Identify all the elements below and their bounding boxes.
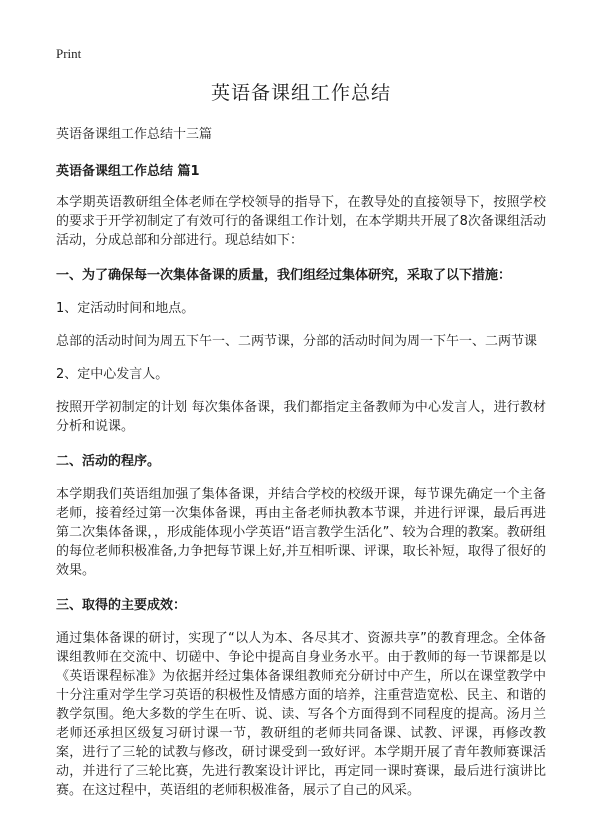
article-heading: 英语备课组工作总结 篇1 bbox=[56, 164, 200, 179]
list-item-2-text: 按照开学初制定的计划 每次集体备课，我们都指定主备教师为中心发言人，进行教材分析和说课。 bbox=[56, 400, 546, 434]
list-item-2: 2、定中心发言人。 bbox=[56, 367, 169, 382]
section-heading-2: 二、活动的程序。 bbox=[56, 454, 161, 469]
section-heading-3: 三、取得的主要成效： bbox=[56, 598, 187, 613]
intro-paragraph: 本学期英语教研组全体老师在学校领导的指导下，在教导处的直接领导下，按照学校的要求于开学初制定了有效可行的备课组工作计划，在本学期共开展了8次备课组活动活动，分成总部和分部进行。现总结如下： bbox=[56, 195, 546, 248]
procedure-paragraph: 本学期我们英语组加强了集体备课，并结合学校的校级开课，每节课先确定一个主备老师，接着经过第一次集体备课，再由主备老师执教本节课，并进行评课，最后再进第二次集体备课，，形成能体现小学英语“语言教学生活化”、较为合理的教案。教研组的每位老师积极准备,力争把每节课上好,并互相听课、评课，取长补短，取得了很好的效果。 bbox=[56, 487, 546, 578]
results-paragraph: 通过集体备课的研讨，实现了“以人为本、各尽其才、资源共享”的教育理念。全体备课组教师在交流中、切磋中、争论中提高自身业务水平。由于教师的每一节课都是以《英语课程标准》为依据并经过集体备课组教师充分研讨中产生，所以在课堂教学中十分注重对学生学习英语的积极性及情感方面的培养，注重营造宽松、民主、和谐的教学氛围。绝大多数的学生在听、说、读、写各个方面得到不同程度的提高。汤月兰老师还承担区级复习研讨课一节，教研组的老师共同备课、试教、评课，再修改教案，进行了三轮的试教与修改，研讨课受到一致好评。本学期开展了青年教师赛课活动，并进行了三轮比赛，先进行教案设计评比，再定同一课时赛课，最后进行演讲比赛。在这过程中，英语组的老师积极准备，展示了自己的风采。 bbox=[56, 631, 546, 798]
page-title: 英语备课组工作总结 bbox=[210, 82, 391, 104]
section-heading-1: 一、为了确保每一次集体备课的质量，我们组经过集体研究，采取了以下措施： bbox=[56, 268, 512, 283]
list-item-1: 1、定活动时间和地点。 bbox=[56, 301, 195, 316]
document-subtitle: 英语备课组工作总结十三篇 bbox=[56, 127, 213, 142]
document bbox=[56, 78, 546, 814]
print-link[interactable]: Print bbox=[56, 46, 82, 61]
list-item-1-text: 总部的活动时间为周五下午一、二两节课，分部的活动时间为周一下午一、二两节课 bbox=[56, 334, 538, 349]
